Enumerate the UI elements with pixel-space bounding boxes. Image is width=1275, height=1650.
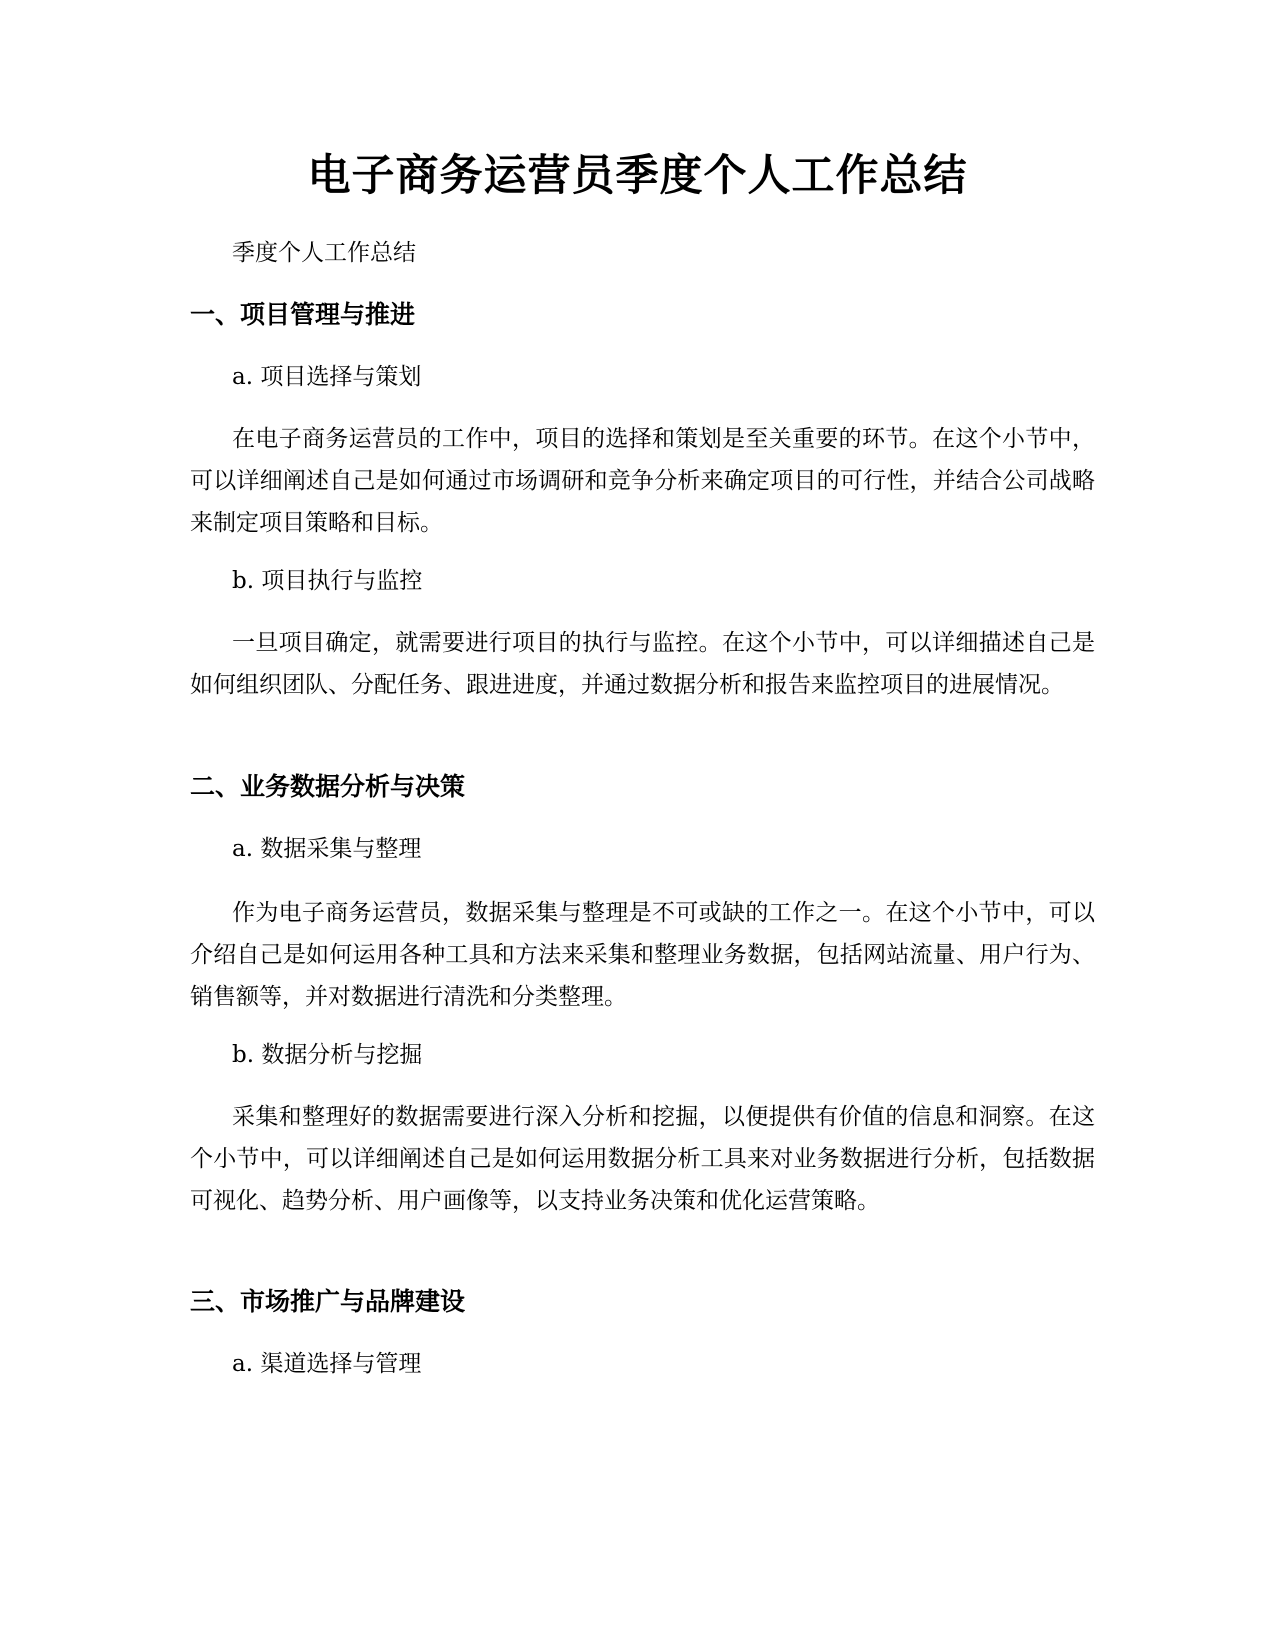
document-title: 电子商务运营员季度个人工作总结 [307, 151, 968, 201]
intro-line: 季度个人工作总结 [232, 240, 416, 266]
subsection-label-1a: a. 项目选择与策划 [232, 364, 422, 390]
subsection-label-3a: a. 渠道选择与管理 [232, 1351, 422, 1377]
section-heading-3: 三、市场推广与品牌建设 [190, 1287, 466, 1316]
subsection-text-2a: 作为电子商务运营员，数据采集与整理是不可或缺的工作之一。在这个小节中，可以介绍自己是如何运用各种工具和方法来采集和整理业务数据，包括网站流量、用户行为、销售额等，并对数据进行清洗和分类整理。 [190, 900, 1095, 1010]
subsection-text-2b: 采集和整理好的数据需要进行深入分析和挖掘，以便提供有价值的信息和洞察。在这个小节中，可以详细阐述自己是如何运用数据分析工具来对业务数据进行分析，包括数据可视化、趋势分析、用户画像等，以支持业务决策和优化运营策略。 [190, 1104, 1095, 1214]
subsection-text-1b: 一旦项目确定，就需要进行项目的执行与监控。在这个小节中，可以详细描述自己是如何组织团队、分配任务、跟进进度，并通过数据分析和报告来监控项目的进展情况。 [190, 630, 1095, 698]
subsection-label-2a: a. 数据采集与整理 [232, 836, 422, 862]
section-heading-2: 二、业务数据分析与决策 [190, 772, 466, 801]
subsection-text-1a: 在电子商务运营员的工作中，项目的选择和策划是至关重要的环节。在这个小节中，可以详细阐述自己是如何通过市场调研和竞争分析来确定项目的可行性，并结合公司战略来制定项目策略和目标。 [190, 426, 1095, 536]
section-heading-1: 一、项目管理与推进 [190, 300, 416, 329]
subsection-label-2b: b. 数据分析与挖掘 [232, 1042, 423, 1068]
subsection-label-1b: b. 项目执行与监控 [232, 568, 423, 594]
